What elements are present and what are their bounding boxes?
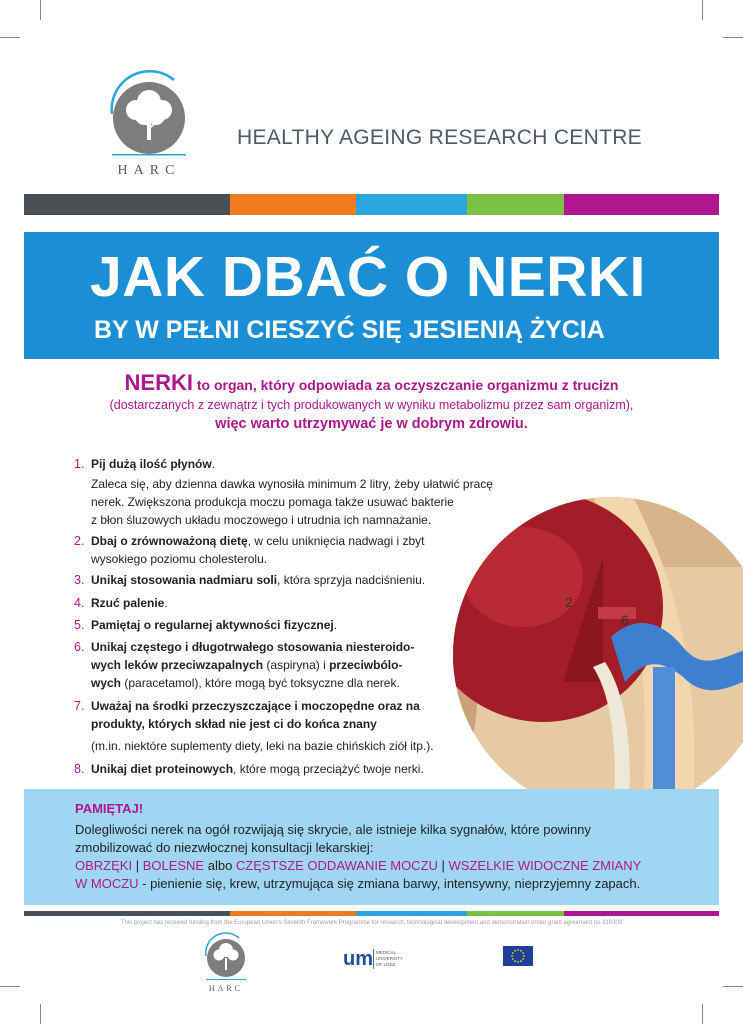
crop-mark	[40, 0, 41, 20]
crop-mark	[723, 37, 743, 38]
kidney-label: 6	[621, 612, 629, 628]
medical-university-logo	[343, 946, 423, 977]
svg-text:um: um	[343, 948, 373, 970]
reminder-text: Dolegliwości nerek na ogół rozwijają się skrycie, ale istnieje kilka sygnałów, które powinny	[75, 822, 591, 837]
tip-7-text: produkty, których skład nie jest ci do końca znany	[91, 717, 377, 731]
crop-mark	[0, 37, 20, 38]
tip-number: 2.	[74, 534, 85, 548]
tip-number: 5.	[74, 618, 85, 632]
intro-conclusion: więc warto utrzymywać je w dobrym zdrowiu.	[215, 416, 528, 432]
crop-mark	[702, 0, 703, 20]
reminder-text: zmobilizować do niezwłocznej konsultacji lekarskiej:	[75, 840, 374, 855]
tip-number: 4.	[74, 596, 85, 610]
tip-2-text: Dbaj o zrównoważoną dietę, w celu uniknięcia nadwagi i zbyt	[91, 534, 425, 548]
tip-1-text: Zaleca się, aby dzienna dawka wynosiła minimum 2 litry, żeby ułatwić pracę	[91, 477, 493, 491]
intro-lead: to organ, który odpowiada za oczyszczanie organizmu z trucizn	[192, 377, 619, 393]
main-title: JAK DBAĆ O NERKI	[90, 245, 646, 309]
intro-detail: (dostarczanych z zewnątrz i tych produkowanych w wyniku metabolizmu przez sam organizm),	[109, 398, 634, 412]
tip-number: 6.	[74, 640, 85, 654]
tip-7-text: Uważaj na środki przeczyszczające i moczopędne oraz na	[91, 699, 420, 713]
tip-1-text: nerek. Zwiększona produkcja moczu pomaga także usuwać bakterie	[91, 495, 454, 509]
reminder-symptoms: W MOCZU - pienienie się, krew, utrzymująca się zmiana barwy, intensywny, nieprzyjemny zapach.	[75, 876, 641, 891]
tip-number: 8.	[74, 762, 85, 776]
svg-text:OF LODZ: OF LODZ	[376, 962, 396, 967]
harc-logo	[104, 70, 194, 180]
tip-3-text: Unikaj stosowania nadmiaru soli, która sprzyja nadciśnieniu.	[91, 573, 426, 587]
tree-logo-icon	[104, 70, 194, 180]
eu-flag-icon	[503, 946, 533, 966]
logo-text: HARC	[208, 984, 244, 993]
reminder-symptoms: OBRZĘKI | BOLESNE albo CZĘSTSZE ODDAWANIE MOCZU | WSZELKIE WIDOCZNE ZMIANY	[75, 858, 642, 873]
reminder-title: PAMIĘTAJ!	[75, 801, 144, 816]
tip-1-title: Pij dużą ilość płynów.	[91, 457, 216, 471]
kidney-photo	[453, 497, 743, 813]
tip-number: 7.	[74, 699, 85, 713]
svg-text:MEDICAL: MEDICAL	[376, 950, 397, 955]
crop-mark	[702, 1004, 703, 1024]
tip-8-text: Unikaj diet proteinowych, które mogą przeciążyć twoje nerki.	[91, 762, 424, 776]
crop-mark	[723, 986, 743, 987]
logo-text: HARC	[117, 163, 181, 178]
intro-keyword: NERKI	[124, 370, 193, 395]
tip-6-text: Unikaj częstego i długotrwałego stosowania niesteroido-	[91, 640, 415, 654]
tip-1-text: z błon śluzowych układu moczowego i utrudnia ich namnażanie.	[91, 513, 432, 527]
tip-7-text: (m.in. niektóre suplementy diety, leki na bazie chińskich ziół itp.).	[91, 739, 434, 753]
tip-6-text: wych (paracetamol), które mogą być toksyczne dla nerek.	[91, 676, 400, 690]
kidney-label: 2	[565, 594, 573, 610]
bottom-color-strip	[24, 911, 719, 916]
harc-logo-small	[202, 932, 250, 994]
crop-mark	[0, 986, 20, 987]
intro-line	[0, 370, 743, 396]
tip-5-text: Pamiętaj o regularnej aktywności fizycznej.	[91, 618, 338, 632]
org-name: HEALTHY AGEING RESEARCH CENTRE	[237, 126, 642, 149]
color-strip	[24, 194, 719, 215]
svg-text:UNIVERSITY: UNIVERSITY	[376, 956, 404, 961]
tip-number: 1.	[74, 457, 85, 471]
funding-note: This project has received funding from the European Union's Seventh Framework Programme for research, technological development and demonstration under grant agreement no 316300	[120, 920, 623, 926]
sub-title: BY W PEŁNI CIESZYĆ SIĘ JESIENIĄ ŻYCIA	[94, 316, 605, 344]
tip-4-text: Rzuć palenie.	[91, 596, 168, 610]
tip-2-text: wysokiego poziomu cholesterolu.	[91, 552, 268, 566]
crop-mark	[40, 1004, 41, 1024]
tip-6-text: wych leków przeciwzapalnych (aspiryna) i przeciwbólo-	[91, 658, 403, 672]
tip-number: 3.	[74, 573, 85, 587]
